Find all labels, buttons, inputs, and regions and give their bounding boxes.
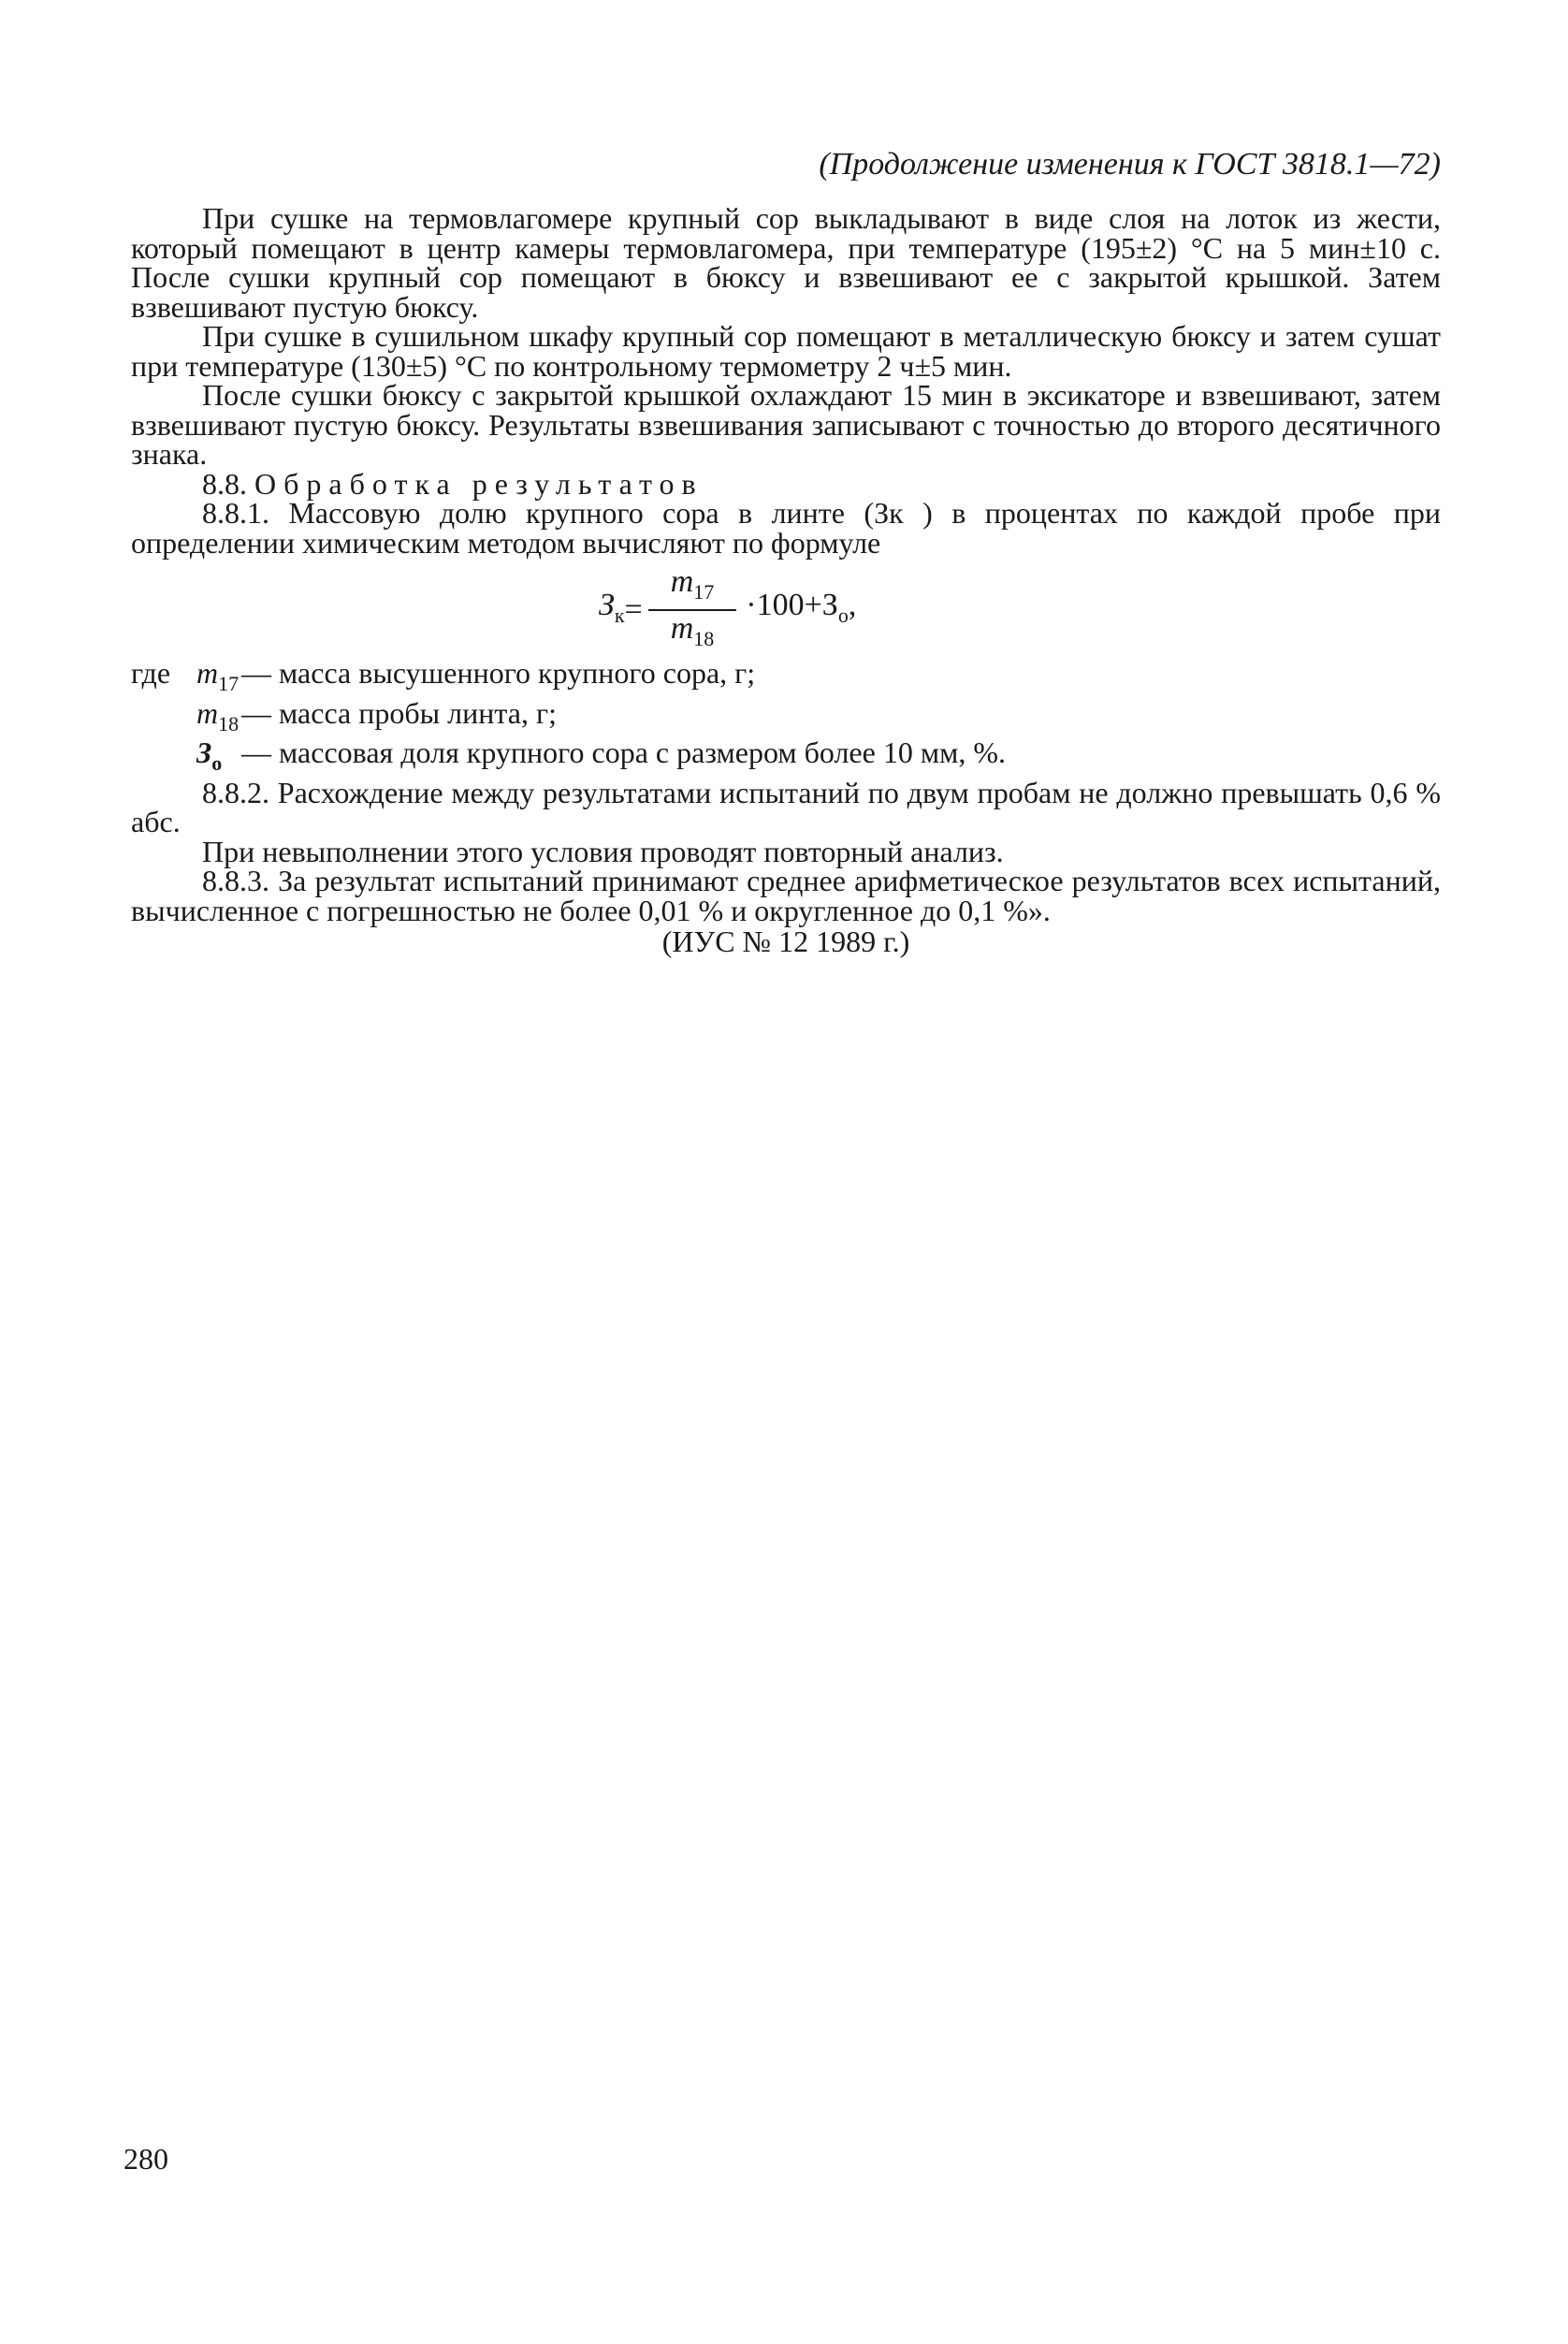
formula-equals: =: [624, 592, 643, 628]
source-reference: (ИУС № 12 1989 г.): [661, 924, 910, 958]
page-number: 280: [123, 2142, 168, 2176]
formula-fraction: [648, 563, 737, 654]
section-heading-8-8: [131, 466, 1441, 501]
section-number: 8.8.: [202, 466, 247, 501]
definition-lead: [131, 699, 196, 739]
definition-z0: [131, 735, 1441, 779]
formula-expression: [599, 563, 856, 657]
formula-numerator: $m_{17}$: [648, 567, 737, 612]
paragraph-drying-oven: При сушке в сушильном шкафу крупный сор помещают в металлическую бюксу и затем сушат при температуре (130±5) °С по контрольному термометру 2 ч±5 мин.: [131, 319, 1441, 383]
definition-symbol: $m_{17}$: [196, 656, 240, 695]
paragraph-drying-thermo: При сушке на термовлагомере крупный сор выкладывают в виде слоя на лоток из жести, который помещают в центр камеры термовлагомера, при температуре (195±2) °С на 5 мин±10 с. После сушки крупный сор помещают в бюксу и взвешивают ее с закрытой крышкой. Затем взвешивают пустую бюксу.: [131, 201, 1441, 324]
definition-symbol: $З_о$: [196, 735, 223, 775]
formula: [131, 563, 1441, 657]
definition-m18: [131, 695, 1441, 739]
definition-lead: где: [131, 656, 171, 690]
section-8-8-1: 8.8.1. Массовую долю крупного сора в линте (Зк ) в процентах по каждой пробе при определении химическим методом вычисляют по формуле: [131, 496, 1441, 560]
paragraph-cooling: После сушки бюксу с закрытой крышкой охлаждают 15 мин в эксикаторе и взвешивают, затем взвешивают пустую бюксу. Результаты взвешивания записывают с точностью до второго десятичного знака.: [131, 378, 1441, 471]
definition-text: — масса пробы линта, г;: [241, 695, 557, 730]
definition-m17: [131, 656, 1441, 699]
formula-lhs: $З_к$: [599, 587, 625, 627]
section-title: Обработка результатов: [254, 466, 704, 501]
definition-text: — массовая доля крупного сора с размером более 10 мм, %.: [241, 735, 1006, 769]
section-8-8-2: 8.8.2. Расхождение между результатами испытаний по двум пробам не должно превышать 0,6 % абс.: [131, 775, 1441, 838]
page-header: (Продолжение изменения к ГОСТ 3818.1—72): [819, 147, 1441, 182]
definitions-list: [131, 656, 1441, 779]
definition-symbol: $m_{18}$: [196, 695, 240, 735]
formula-denominator: $m_{18}$: [670, 611, 715, 650]
section-8-8-3: 8.8.3. За результат испытаний принимают среднее арифметическое результатов всех испытаний, вычисленное с погрешностью не более 0,01 % и округленное до 0,1 %».: [131, 864, 1441, 927]
document-body: [131, 201, 1441, 958]
definition-lead: [131, 738, 196, 779]
paragraph-repeat-analysis: При невыполнении этого условия проводят повторный анализ.: [202, 834, 1004, 868]
definition-text: — масса высушенного крупного сора, г;: [241, 656, 756, 690]
formula-tail: $\cdot 100+З_о$,: [746, 587, 857, 627]
